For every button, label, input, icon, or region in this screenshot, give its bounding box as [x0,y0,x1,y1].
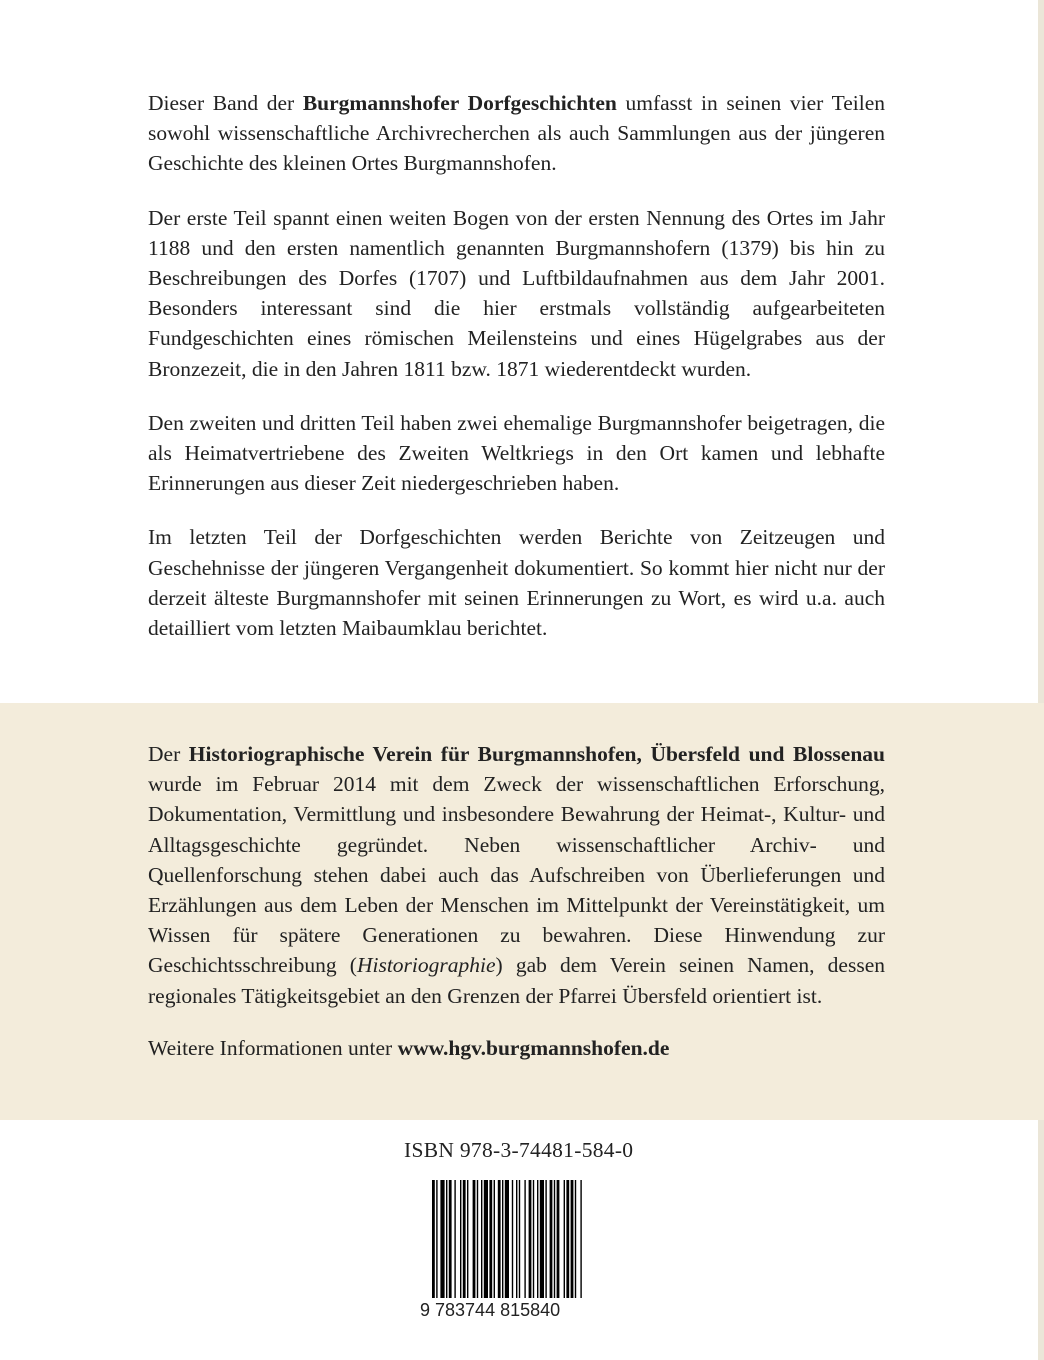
intro-paragraph-3: Den zweiten und dritten Teil haben zwei ehemalige Burgmannshofer beigetragen, die als Heimatvertriebene des Zweiten Weltkriegs in den Ort kamen und lebhafte Erinnerungen aus dieser Zeit niedergeschrieben haben. [148,410,885,496]
historiographie-term: Historiographie [356,953,496,978]
intro-p1-text: Dieser Band der [148,91,303,115]
intro-paragraph-4: Im letzten Teil der Dorfgeschichten werden Berichte von Zeitzeugen und Geschehnisse der jüngeren Vergangenheit dokumentiert. So kommt hier nicht nur der derzeit älteste Burgmannshofer mit seinen Erinnerungen zu Wort, es wird u.a. auch detailliert vom letzten Maibaumklau berichtet. [148,525,885,641]
barcode [428,1180,648,1320]
isbn-label: ISBN 978-3-74481-584-0 [404,1138,634,1162]
page-edge [1038,0,1044,1360]
association-paragraph [148,739,885,1011]
info-paragraph [148,1033,885,1063]
association-section [148,739,885,1085]
association-band [0,703,1044,1120]
intro-section [148,88,885,667]
association-text-end: ) gab dem Verein seinen Namen, dessen regionales Tätigkeitsgebiet an den Grenzen der Pfarrei Übersfeld orientiert ist. [148,953,885,1008]
website-link[interactable]: www.hgv.burgmannshofen.de [397,1035,670,1060]
intro-paragraph-2: Der erste Teil spannt einen weiten Bogen von der ersten Nennung des Ortes im Jahr 1188 und den ersten namentlich genannten Burgmannshofern (1379) bis hin zu Beschreibungen des Dorfes (1707) und Luftbildaufnahmen aus dem Jahr 2001. Besonders interessant sind die hier erstmals vollständig aufgearbeiteten Fundgeschichten eines römischen Meilensteins und eines Hügelgrabes aus der Bronzezeit, die in den Jahren 1811 bzw. 1871 wiederentdeckt wurden. [148,205,885,381]
association-lead: Der [148,742,189,766]
series-title: Burgmannshofer Dorfgeschichten [302,91,617,115]
association-name: Historiographische Verein für Burgmannshofen, Übersfeld und Blossenau [188,742,885,766]
intro-p1-rest: umfasst in seinen vier Teilen sowohl wissenschaftliche Archivrecherchen als auch Sammlungen aus der jüngeren Geschichte des kleinen Ortes Burgmannshofen. [148,91,885,176]
intro-paragraph-1 [148,88,885,179]
association-text: wurde im Februar 2014 mit dem Zweck der wissenschaftlichen Erforschung, Dokumentation, Vermittlung und insbesondere Bewahrung der Heimat-, Kultur- und Alltagsgeschichte gegründet. Neben wissenschaftlicher Archiv- und Quellenforschung stehen dabei auch das Aufschreiben von Überlieferungen und Erzählungen aus dem Leben der Menschen im Mittelpunkt der Vereinstätigkeit, um Wissen für spätere Generationen zu bewahren. Diese Hinwendung zur Geschichtsschreibung ( [148,772,885,978]
info-label: Weitere Informationen unter [148,1035,398,1060]
barcode-digits: 9 783744 815840 [420,1300,561,1320]
